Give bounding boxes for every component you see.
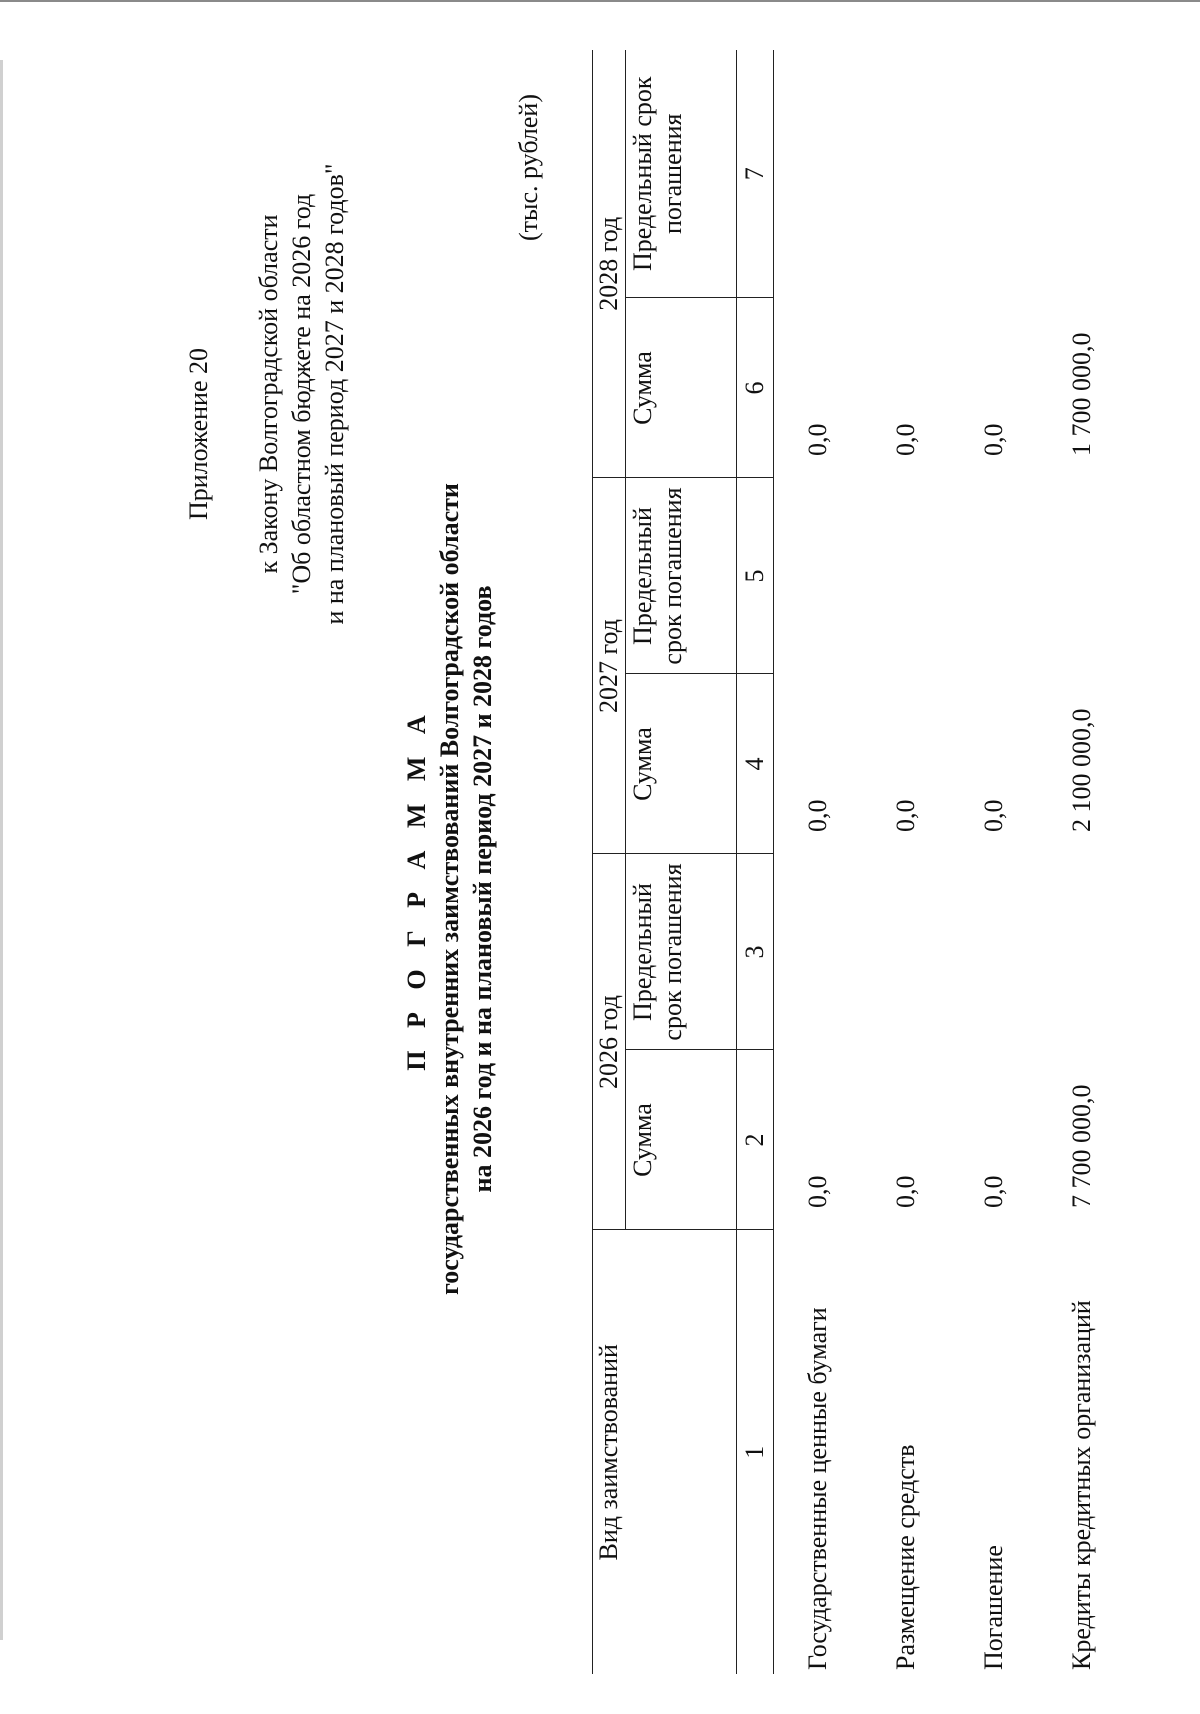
row-amount: 1 700 000,0 <box>1067 332 1096 456</box>
row-amount: 0,0 <box>891 423 920 456</box>
document-title-block <box>400 349 499 1429</box>
row-amount: 0,0 <box>979 423 1008 456</box>
header-amount: Сумма <box>626 1050 737 1230</box>
row-name: Погашение <box>979 1545 1008 1670</box>
row-deadline <box>862 50 950 298</box>
document-title: П Р О Г Р А М М А <box>402 707 431 1071</box>
document-subtitle-line: на 2026 год и на плановый период 2027 и 2028 годов <box>468 585 497 1193</box>
header-year-2027: 2027 год <box>593 478 626 854</box>
header-amount: Сумма <box>626 674 737 854</box>
row-amount: 0,0 <box>803 423 832 456</box>
row-deadline <box>950 50 1038 298</box>
appendix-title: Приложение 20 <box>184 347 213 521</box>
header-year-2028: 2028 год <box>593 50 626 478</box>
appendix-subtitle <box>252 104 351 684</box>
appendix-line: к Закону Волгоградской области <box>254 214 283 574</box>
header-column-number: 1 <box>737 1230 774 1674</box>
row-name: Государственные ценные бумаги <box>803 1307 832 1670</box>
table-body <box>774 50 1127 1674</box>
row-deadline <box>1038 478 1126 674</box>
borrowings-table <box>592 50 1126 1674</box>
row-amount: 0,0 <box>979 799 1008 832</box>
row-amount: 7 700 000,0 <box>1067 1084 1096 1208</box>
appendix-line: "Об областном бюджете на 2026 год <box>287 193 316 595</box>
row-deadline <box>774 854 863 1050</box>
header-column-number: 2 <box>737 1050 774 1230</box>
row-amount: 0,0 <box>891 799 920 832</box>
row-amount: 0,0 <box>803 1175 832 1208</box>
header-year-2026: 2026 год <box>593 854 626 1230</box>
row-deadline <box>862 478 950 674</box>
table-row <box>774 50 863 1674</box>
header-column-number: 4 <box>737 674 774 854</box>
header-deadline: Предельный срок погашения <box>626 478 737 674</box>
row-amount: 2 100 000,0 <box>1067 708 1096 832</box>
header-deadline: Предельный срок погашения <box>626 50 737 298</box>
row-amount: 0,0 <box>891 1175 920 1208</box>
row-deadline <box>1038 854 1126 1050</box>
row-amount: 0,0 <box>979 1175 1008 1208</box>
appendix-line: и на плановый период 2027 и 2028 годов" <box>320 163 349 625</box>
row-name: Размещение средств <box>891 1444 920 1670</box>
table-header <box>593 50 774 1674</box>
header-column-number: 5 <box>737 478 774 674</box>
row-deadline <box>862 854 950 1050</box>
header-amount: Сумма <box>626 298 737 478</box>
header-column-number: 7 <box>737 50 774 298</box>
document-subtitle-line: государственных внутренних заимствований Волгоградской области <box>435 483 464 1295</box>
row-deadline <box>774 478 863 674</box>
row-deadline <box>1038 50 1126 298</box>
row-deadline <box>774 50 863 298</box>
table-row <box>1038 50 1126 1674</box>
row-amount: 0,0 <box>803 799 832 832</box>
header-type-label: Вид заимствований <box>593 1230 737 1674</box>
unit-note: (тыс. рублей) <box>514 94 543 242</box>
table-row <box>862 50 950 1674</box>
header-column-number: 3 <box>737 854 774 1050</box>
row-deadline <box>950 854 1038 1050</box>
table-row <box>950 50 1038 1674</box>
row-deadline <box>950 478 1038 674</box>
header-deadline: Предельный срок погашения <box>626 854 737 1050</box>
row-name: Кредиты кредитных организаций <box>1067 1300 1096 1670</box>
header-column-number: 6 <box>737 298 774 478</box>
